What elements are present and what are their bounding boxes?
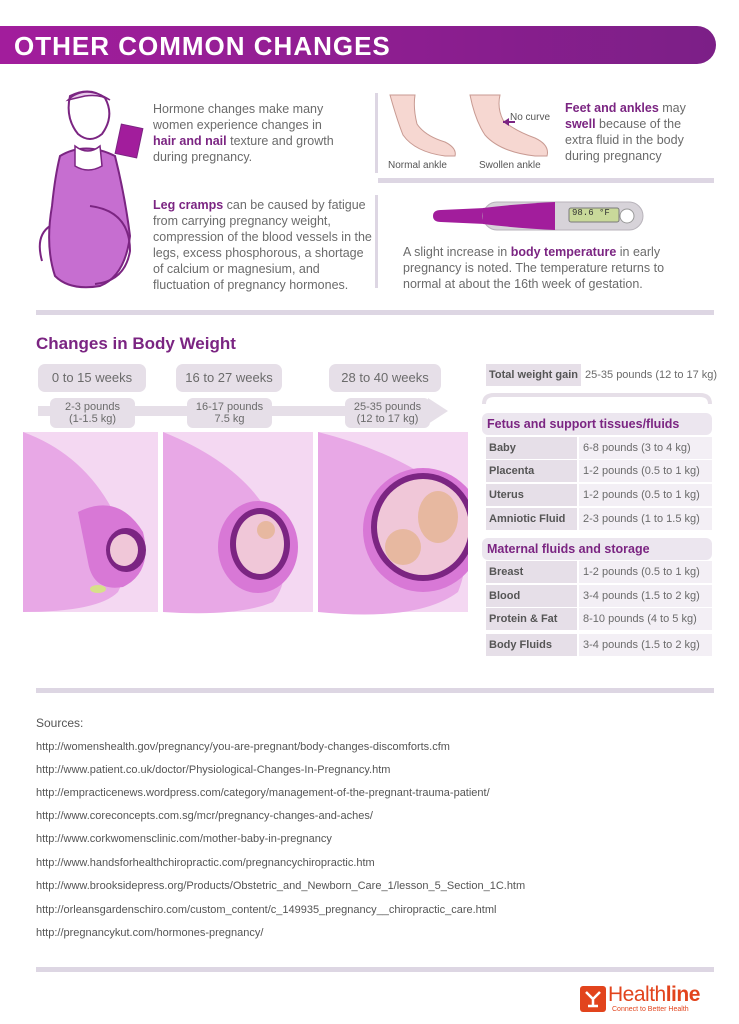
weight-gain-label-1 xyxy=(50,401,135,425)
no-curve-label: No curve xyxy=(510,112,551,123)
feet-illustration xyxy=(385,90,555,162)
row-value: 3-4 pounds (1.5 to 2 kg) xyxy=(579,634,712,656)
row-label: Amniotic Fluid xyxy=(486,508,577,530)
weight-gain-label-2 xyxy=(187,401,272,425)
source-link[interactable]: http://www.brooksidepress.org/Products/Obstetric_and_Newborn_Care_1/lesson_5_Section_1C.htm xyxy=(36,880,526,892)
healthline-tagline: Connect to Better Health xyxy=(612,1006,689,1013)
source-link[interactable]: http://www.handsforhealthchiropractic.com/pregnancychiropractic.htm xyxy=(36,857,375,869)
pregnant-woman-illustration xyxy=(30,86,150,296)
hair-text-post: texture and growth during pregnancy. xyxy=(153,134,334,164)
pregnancy-stages-illustration xyxy=(18,432,468,622)
gain-1-kg: (1-1.5 kg) xyxy=(68,413,117,425)
row-label: Baby xyxy=(486,437,577,459)
weight-gain-label-3 xyxy=(345,401,430,425)
row-label: Blood xyxy=(486,585,577,607)
gain-3-kg: (12 to 17 kg) xyxy=(356,413,419,425)
table-row xyxy=(486,634,716,656)
brand-part-2: line xyxy=(665,983,700,1006)
total-gain-value: 25-35 pounds (12 to 17 kg) xyxy=(585,369,718,381)
stage-pill-3: 28 to 40 weeks xyxy=(329,364,441,392)
hair-nail-text xyxy=(153,101,343,165)
row-label: Body Fluids xyxy=(486,634,577,656)
table-row xyxy=(486,460,716,482)
leg-cramps-text xyxy=(153,197,373,293)
row-label: Protein & Fat xyxy=(486,608,577,630)
gain-1-lb: 2-3 pounds xyxy=(64,401,121,413)
table-row xyxy=(486,508,716,530)
source-link[interactable]: http://www.coreconcepts.com.sg/mcr/pregnancy-changes-and-aches/ xyxy=(36,810,373,822)
row-label: Placenta xyxy=(486,460,577,482)
gain-2-kg: 7.5 kg xyxy=(214,413,245,425)
timeline-arrow-icon xyxy=(428,398,448,424)
source-link[interactable]: http://www.patient.co.uk/doctor/Physiological-Changes-In-Pregnancy.htm xyxy=(36,764,391,776)
feet-ankles-text xyxy=(565,100,710,164)
feet-text-bold1: Feet and ankles xyxy=(565,101,659,115)
table-row xyxy=(486,484,716,506)
source-link[interactable]: http://womenshealth.gov/pregnancy/you-are-pregnant/body-changes-discomforts.cfm xyxy=(36,741,450,753)
temp-text-post: in early pregnancy is noted. The temperature returns to normal at about the 16th week of gestation. xyxy=(403,245,665,291)
weight-section-title: Changes in Body Weight xyxy=(36,334,236,353)
divider xyxy=(36,967,714,972)
brand-part-1: Health xyxy=(608,983,666,1006)
fetus-table-header: Fetus and support tissues/fluids xyxy=(482,413,712,435)
feet-text-post: because of the extra fluid in the body during pregnancy xyxy=(565,117,684,163)
hair-text-pre: Hormone changes make many women experience changes in xyxy=(153,102,324,132)
row-value: 2-3 pounds (1 to 1.5 kg) xyxy=(579,508,712,530)
legs-text-post: can be caused by fatigue from carrying pregnancy weight, compression of the blood vessels in the legs, excess phosphorous, a shortage of calcium or magnesium, and fluctuation of pregnancy hormones. xyxy=(153,198,372,292)
row-value: 8-10 pounds (4 to 5 kg) xyxy=(579,608,712,630)
gain-3-lb: 25-35 pounds xyxy=(353,401,422,413)
body-temperature-text xyxy=(403,244,703,292)
table-row xyxy=(486,608,716,630)
table-row xyxy=(486,437,716,459)
temp-text-pre: A slight increase in xyxy=(403,245,511,259)
hair-text-bold: hair and nail xyxy=(153,134,227,148)
feet-text-bold2: swell xyxy=(565,117,596,131)
temp-text-bold: body temperature xyxy=(510,245,617,259)
stage-pill-1: 0 to 15 weeks xyxy=(38,364,146,392)
stage-pill-2: 16 to 27 weeks xyxy=(176,364,282,392)
sources-label: Sources: xyxy=(36,716,84,730)
swollen-ankle-label: Swollen ankle xyxy=(479,160,541,171)
row-label: Uterus xyxy=(486,484,577,506)
legs-text-bold: Leg cramps xyxy=(153,198,224,212)
healthline-logo-text xyxy=(608,983,700,1007)
row-value: 6-8 pounds (3 to 4 kg) xyxy=(579,437,712,459)
table-row xyxy=(486,561,716,583)
source-link[interactable]: http://orleansgardenschiro.com/custom_content/c_149935_pregnancy__chiropractic_care.html xyxy=(36,904,497,916)
thermometer-reading: 98.6 °F xyxy=(572,208,610,218)
divider xyxy=(36,688,714,693)
divider xyxy=(36,310,714,315)
total-gain-label: Total weight gain xyxy=(486,364,581,386)
row-value: 3-4 pounds (1.5 to 2 kg) xyxy=(579,585,712,607)
row-value: 1-2 pounds (0.5 to 1 kg) xyxy=(579,561,712,583)
source-link[interactable]: http://www.corkwomensclinic.com/mother-baby-in-pregnancy xyxy=(36,833,332,845)
divider xyxy=(378,178,714,183)
source-link[interactable]: http://empracticenews.wordpress.com/category/management-of-the-pregnant-trauma-patient/ xyxy=(36,787,490,799)
normal-ankle-label: Normal ankle xyxy=(388,160,447,171)
maternal-table-header: Maternal fluids and storage xyxy=(482,538,712,560)
source-link[interactable]: http://pregnancykut.com/hormones-pregnancy/ xyxy=(36,927,264,939)
healthline-logo-icon xyxy=(580,986,606,1012)
thermometer-icon xyxy=(425,198,650,234)
row-value: 1-2 pounds (0.5 to 1 kg) xyxy=(579,484,712,506)
gain-2-lb: 16-17 pounds xyxy=(195,401,264,413)
feet-text-mid: may xyxy=(658,101,686,115)
table-row xyxy=(486,585,716,607)
divider xyxy=(375,195,378,288)
table-bracket xyxy=(482,392,712,406)
divider xyxy=(375,93,378,173)
row-label: Breast xyxy=(486,561,577,583)
section-title: OTHER COMMON CHANGES xyxy=(14,31,391,61)
row-value: 1-2 pounds (0.5 to 1 kg) xyxy=(579,460,712,482)
